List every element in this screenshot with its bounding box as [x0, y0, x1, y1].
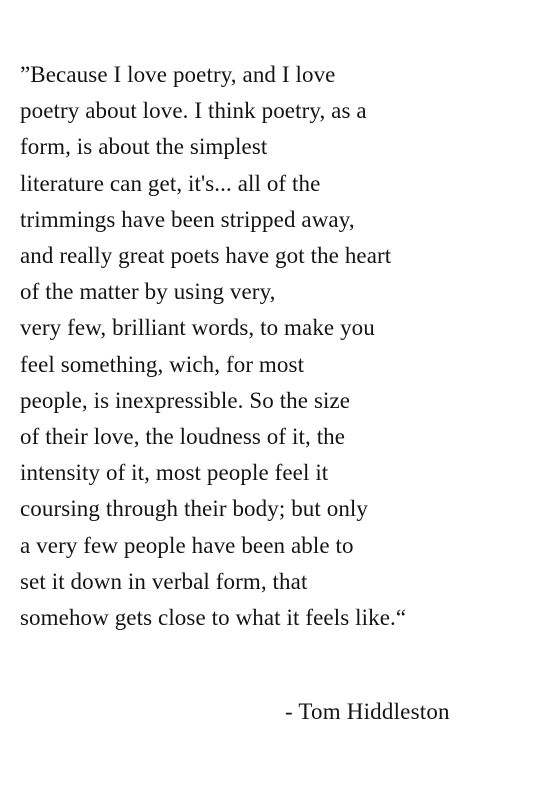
quote-line: feel something, wich, for most — [20, 351, 305, 377]
quote-line: ”Because I love poetry, and I love — [20, 62, 336, 87]
quote-line: somehow gets close to what it feels like.“ — [20, 605, 407, 631]
quote-line: people, is inexpressible. So the size — [20, 387, 351, 413]
quote-line: literature can get, it's... all of the — [20, 170, 321, 196]
attribution: - Tom Hiddleston — [285, 699, 450, 724]
quote-line: of the matter by using very, — [20, 279, 276, 305]
quote-text — [20, 57, 520, 636]
quote-line: coursing through their body; but only — [20, 496, 369, 522]
quote-line: form, is about the simplest — [20, 134, 268, 160]
quote-line: a very few people have been able to — [20, 532, 354, 558]
quote-line: trimmings have been stripped away, — [20, 206, 355, 232]
quote-line: poetry about love. I think poetry, as a — [20, 98, 367, 124]
quote-line: of their love, the loudness of it, the — [20, 424, 346, 450]
quote-line: very few, brilliant words, to make you — [20, 315, 375, 341]
quote-line: intensity of it, most people feel it — [20, 460, 329, 486]
quote-line: and really great poets have got the heart — [20, 243, 392, 269]
quote-line: set it down in verbal form, that — [20, 568, 308, 594]
